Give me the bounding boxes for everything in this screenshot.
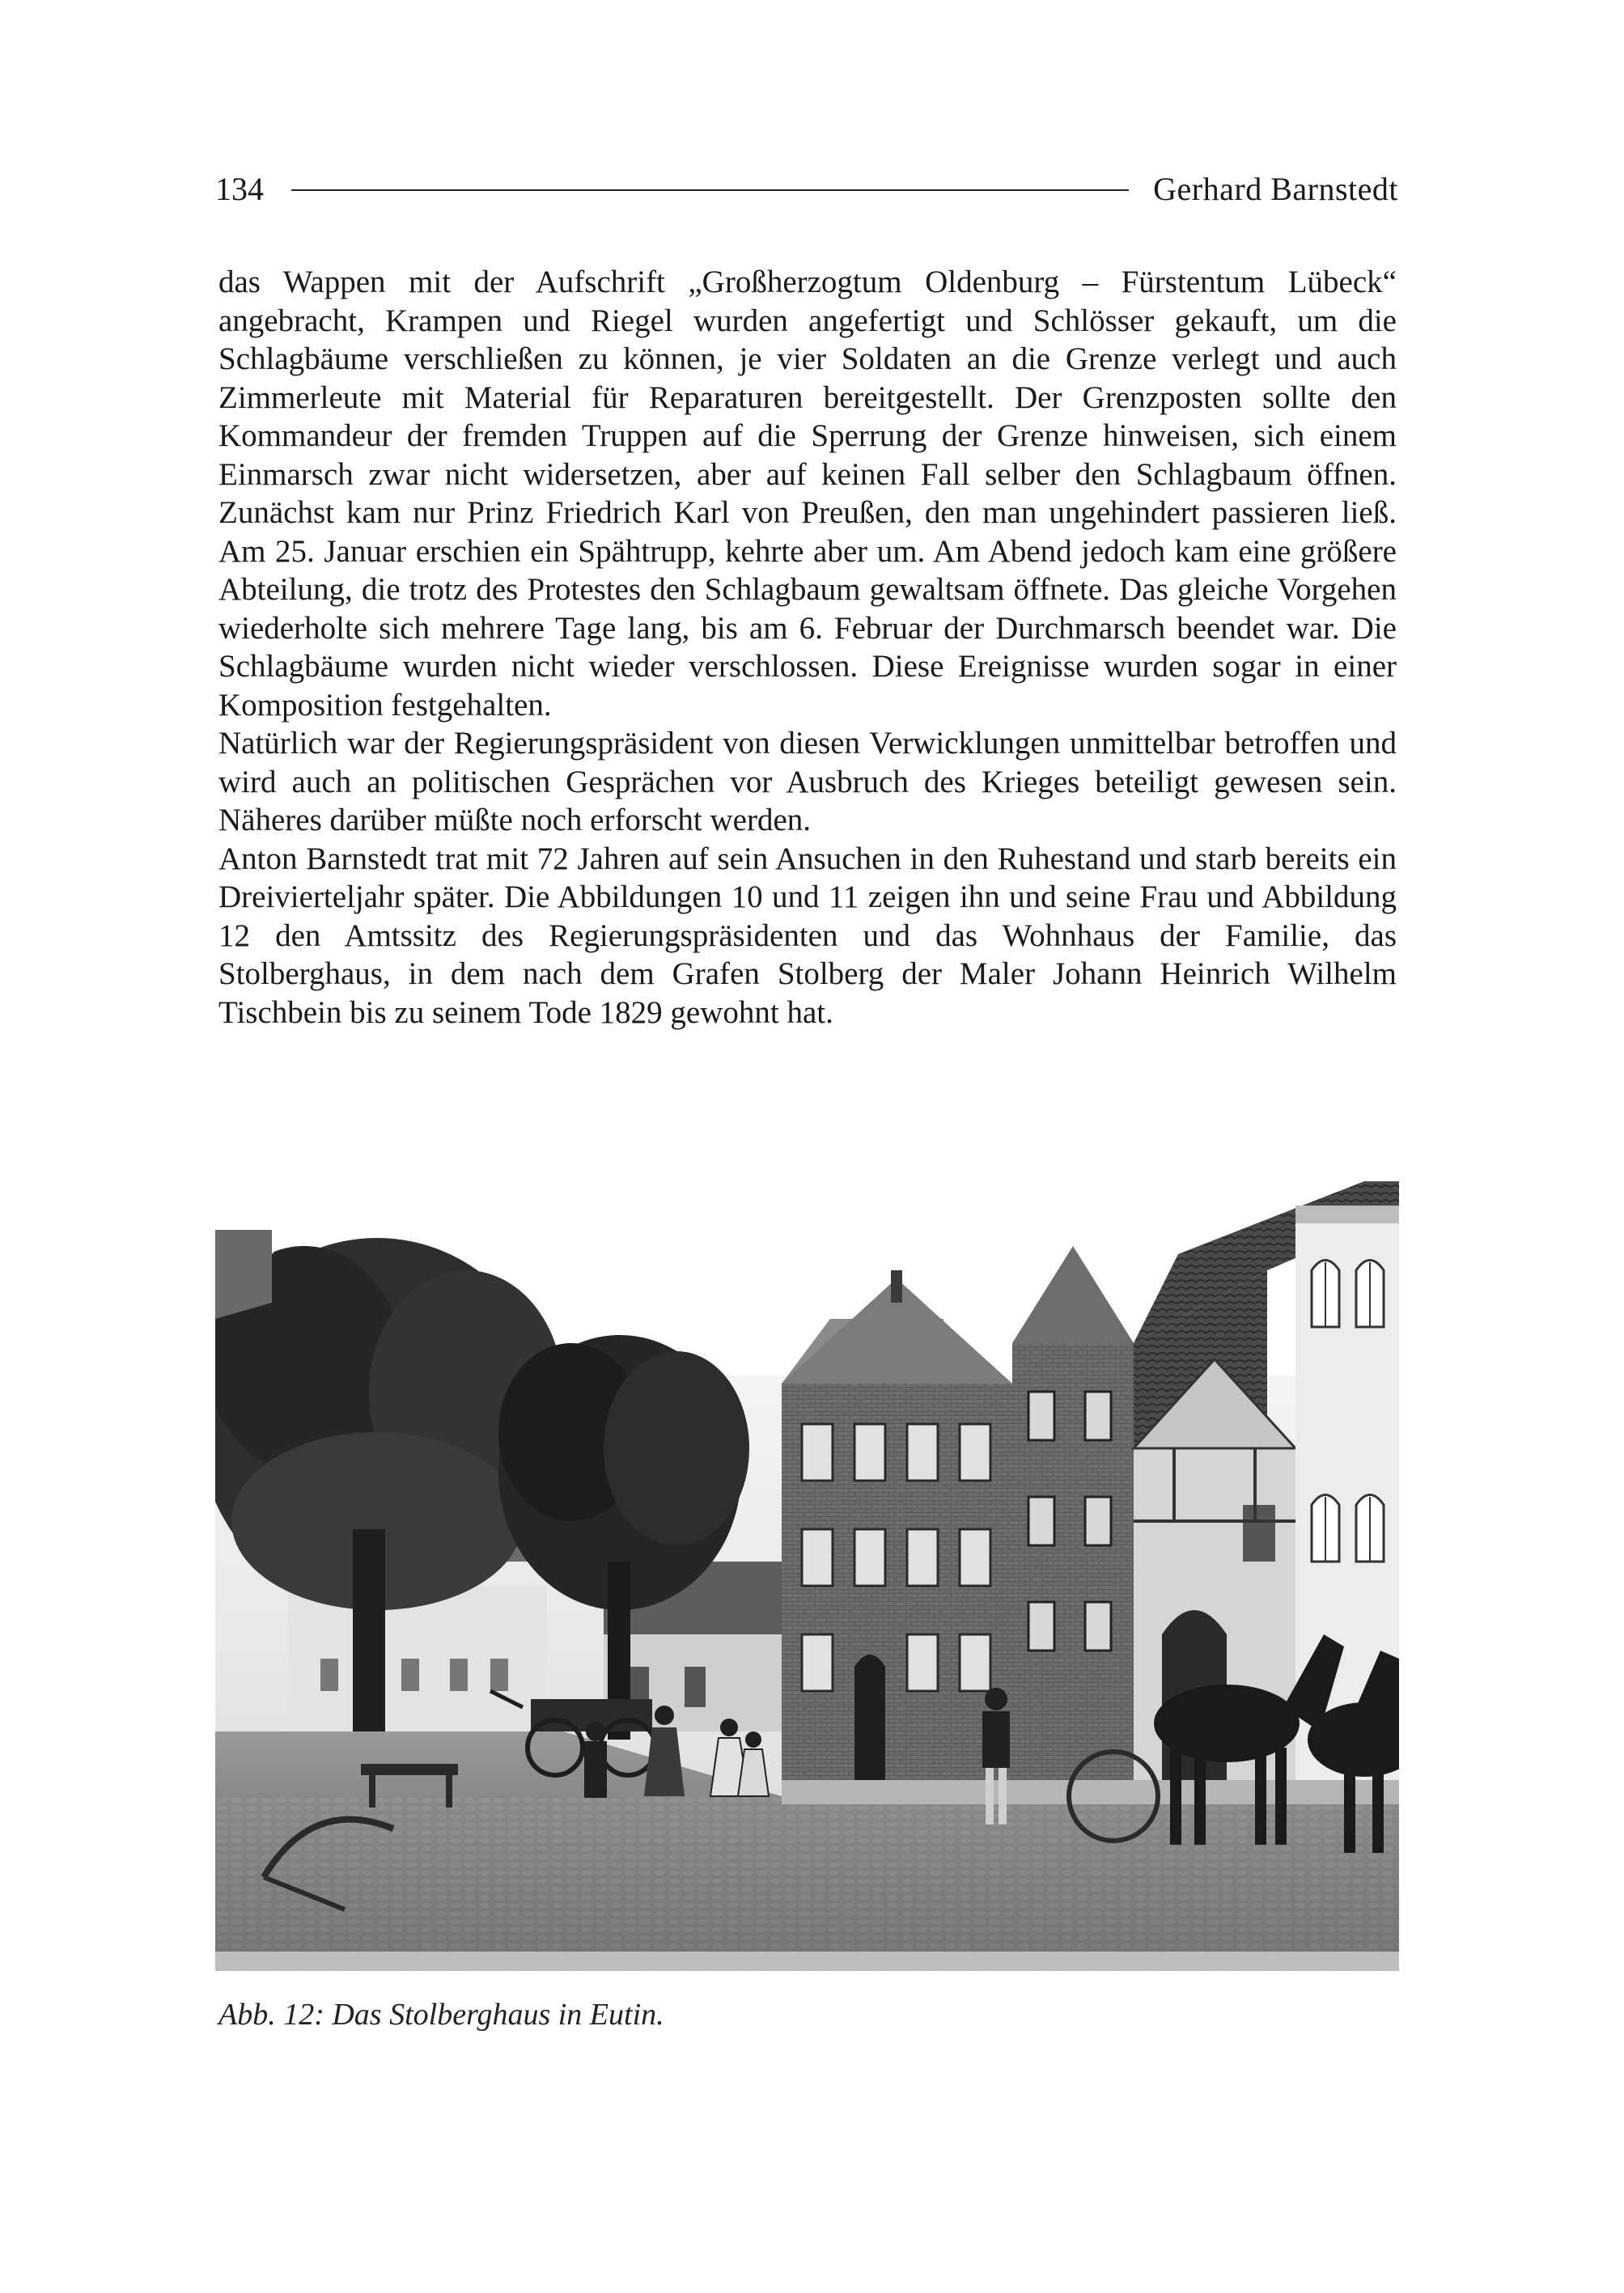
paragraph-1: das Wappen mit der Aufschrift „Großherzogtum Oldenburg – Fürstentum Lübeck“ angebracht, Krampen und Riegel wurden angefertigt und Schlösser gekauft, um die Schlagbäume verschließen zu können, je vier Soldaten an die Grenze verlegt und auch Zimmerleute mit Material für Reparaturen bereitgestellt. Der Grenzposten sollte den Kommandeur der fremden Truppen auf die Sperrung der Grenze hinweisen, sich einem Einmarsch zwar nicht widersetzen, aber auf keinen Fall selber den Schlagbaum öffnen. Zunächst kam nur Prinz Friedrich Karl von Preußen, den man ungehindert passieren ließ. Am 25. Januar erschien ein Spähtrupp, kehrte aber um. Am Abend jedoch kam eine größere Abteilung, die trotz des Protestes den Schlagbaum gewaltsam öffnete. Das gleiche Vorgehen wiederholte sich mehrere Tage lang, bis am 6. Februar der Durchmarsch beendet war. Die Schlagbäume wurden nicht wieder verschlossen. Diese Ereignisse wurden sogar in einer Komposition festgehalten.: [218, 265, 1397, 723]
historic-street-photograph: [215, 1181, 1399, 1971]
running-header: [215, 166, 1398, 211]
running-header-author: Gerhard Barnstedt: [1153, 170, 1398, 207]
paragraph-2: Natürlich war der Regierungspräsident von diesen Verwicklungen unmittelbar betroffen und wird auch an politischen Gesprächen vor Ausbruch des Krieges beteiligt gewesen sein. Näheres darüber müßte noch erforscht werden.: [218, 726, 1397, 837]
photograph-illustration: [215, 1181, 1399, 1971]
body-text: [218, 263, 1397, 1032]
header-rule: [291, 189, 1129, 191]
paragraph-3: Anton Barnstedt trat mit 72 Jahren auf sein Ansuchen in den Ruhestand und starb bereits ein Dreivierteljahr später. Die Abbildungen 10 und 11 zeigen ihn und seine Frau und Abbildung 12 den Amtssitz des Regierungspräsidenten und das Wohnhaus der Familie, das Stolberghaus, in dem nach dem Grafen Stolberg der Maler Johann Heinrich Wilhelm Tischbein bis zu seinem Tode 1829 gewohnt hat.: [218, 841, 1397, 1030]
figure-caption: Abb. 12: Das Stolberghaus in Eutin.: [218, 1998, 664, 2032]
page-number: 134: [215, 170, 264, 207]
